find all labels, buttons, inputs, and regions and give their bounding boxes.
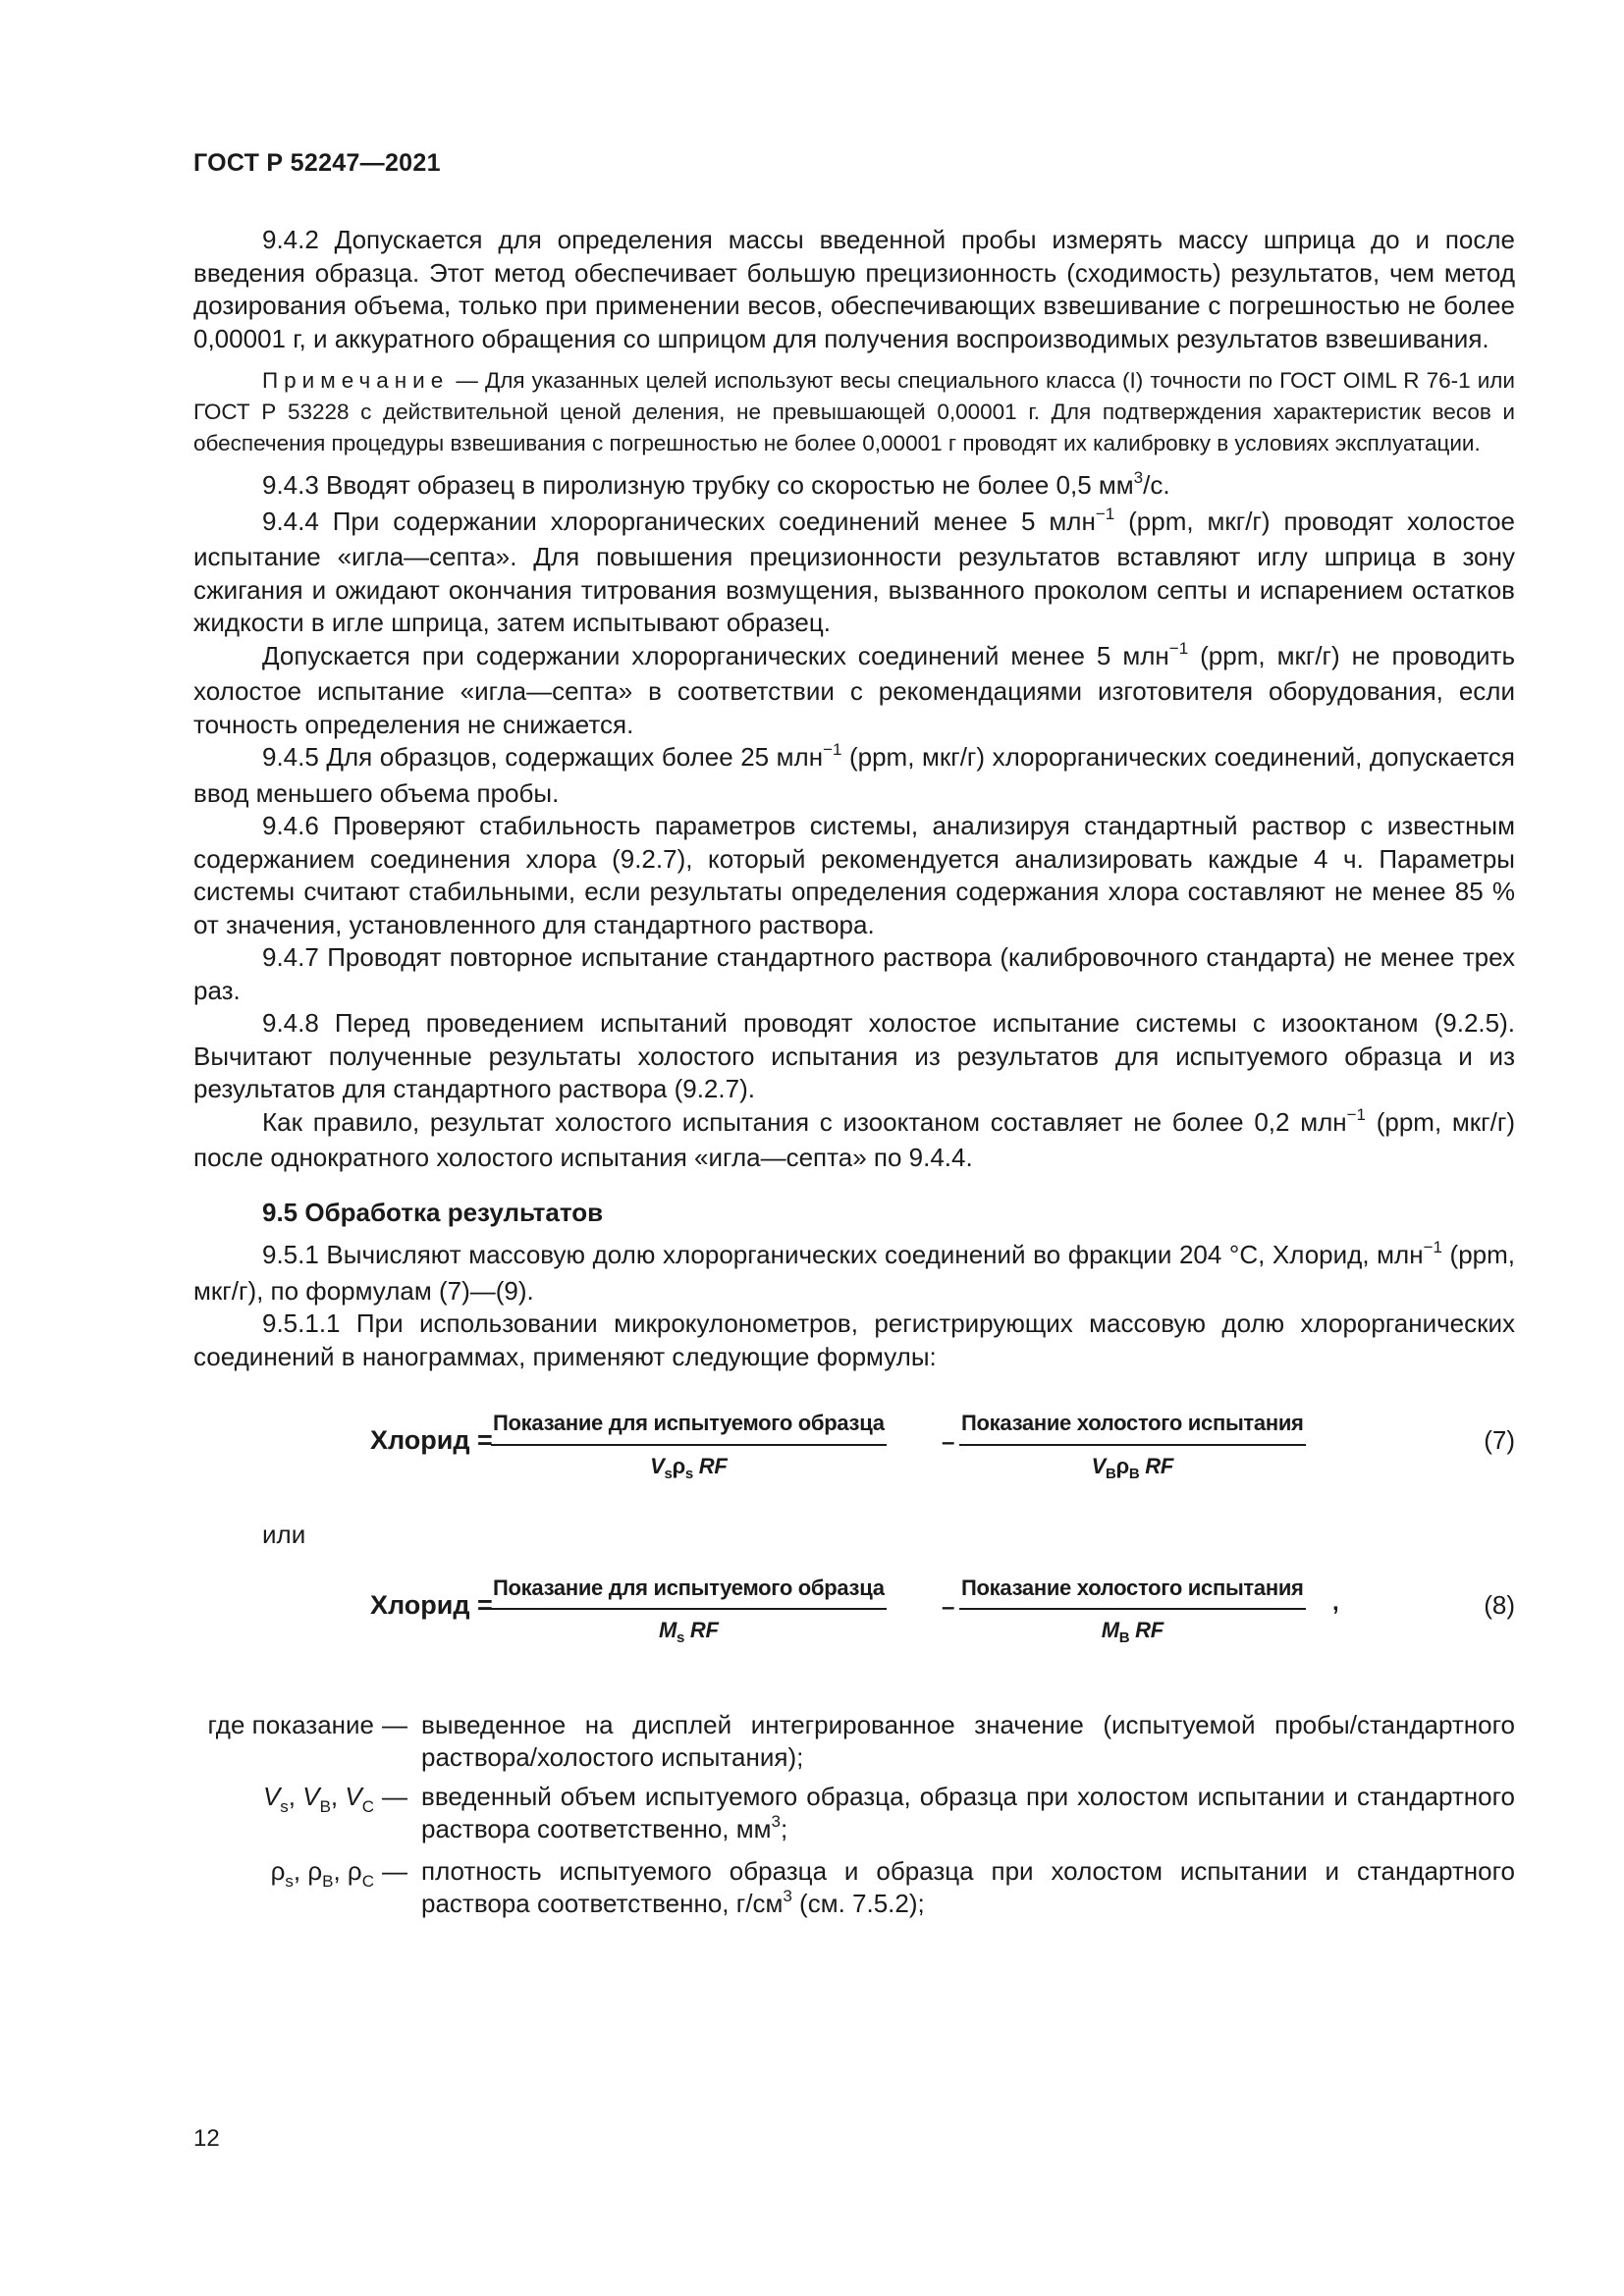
paragraph-9-4-7: 9.4.7 Проводят повторное испытание стандартного раствора (калибровочного стандарта) не менее трех раз. [193,942,1515,1005]
text: (ppm, мкг/г), по формулам (7)—(9). [193,1240,1516,1306]
symbol: ρ [672,1453,685,1478]
separator: , [330,1781,346,1811]
fraction-denominator [491,1446,887,1486]
symbol: V [302,1781,320,1811]
paragraph-9-5-1 [193,1239,1515,1308]
fraction-numerator: Показание для испытуемого образца [491,1407,887,1446]
text: (см. 7.5.2); [791,1889,925,1918]
definition-text [421,1855,1515,1924]
fraction-blank [959,1572,1306,1650]
superscript: 3 [771,1812,781,1831]
conjunction-or: или [262,1520,306,1549]
section-heading-9-5: 9.5 Обработка результатов [262,1197,604,1227]
formula-lhs: Хлорид = [370,1589,493,1620]
superscript: −1 [1346,1104,1366,1124]
subscript: B [1128,1465,1140,1482]
text: 9.4.5 Для образцов, содержащих более 25 млн [262,742,824,772]
document-header: ГОСТ Р 52247—2021 [193,149,441,177]
subscript: B [319,1796,331,1816]
superscript: 3 [783,1887,792,1905]
definition-item [193,1855,1515,1924]
text: ; [780,1814,788,1843]
text: Допускается при содержании хлорорганических соединений менее 5 млн [262,640,1169,670]
symbol: ρ [1115,1453,1129,1478]
equation-number: (7) [1484,1425,1515,1455]
separator: , [288,1781,303,1811]
page-number: 12 [193,2125,220,2152]
text: плотность испытуемого образца и образца при холостом испытании и стандартного раствора соответственно, г/см [421,1855,1515,1918]
minus-sign: – [942,1429,955,1456]
paragraph-9-4-4-note [193,640,1515,742]
definition-dash: — [382,1709,407,1739]
note [193,365,1515,459]
definition-dash: — [382,1781,407,1811]
symbol: V [262,1781,281,1811]
definitions-list [193,1709,1515,1924]
symbol: M [1101,1618,1119,1642]
minus-sign: – [942,1593,955,1621]
formula-comma: , [1332,1588,1339,1616]
paragraph-9-4-3 [193,469,1515,506]
paragraph-9-4-6: 9.4.6 Проверяют стабильность параметров системы, анализируя стандартный раствор с известным содержанием соединения хлора (9.2.7), который рекомендуется анализировать каждые 4 ч. Параметры системы считают стабильными, если результаты определения содержания хлора составляют не менее 85 % от значения, установленного для стандартного раствора. [193,811,1515,939]
paragraph-9-4-5 [193,741,1515,810]
subscript: s [285,1871,294,1891]
symbol: RF [684,1618,719,1642]
fraction-denominator [959,1446,1306,1486]
formula-8 [193,1572,1515,1660]
separator: , [333,1855,348,1886]
subscript: s [280,1796,289,1816]
definition-symbol [193,1781,382,1849]
symbol: M [659,1618,677,1642]
symbol: ρ [270,1855,286,1886]
fraction-sample [491,1407,887,1485]
symbol: RF [692,1453,728,1478]
fraction-sample [491,1572,887,1650]
subscript: B [1118,1629,1130,1646]
definition-item [193,1781,1515,1849]
text: 9.4.4 При содержании хлорорганических соединений менее 5 млн [262,506,1096,536]
paragraph-9-4-4 [193,506,1515,640]
superscript: −1 [823,740,842,759]
subscript: s [664,1465,673,1482]
text: /с. [1143,470,1170,500]
definition-item [193,1709,1515,1775]
fraction-numerator: Показание для испытуемого образца [491,1572,887,1611]
formula-7 [193,1407,1515,1495]
document-body [193,224,1515,1930]
symbol: ρ [307,1855,323,1886]
symbol: RF [1139,1453,1173,1478]
superscript: −1 [1423,1238,1442,1256]
text: 9.5.1 Вычисляют массовую долю хлорорганических соединений во фракции 204 °С, Хлорид, млн [262,1240,1424,1269]
fraction-numerator: Показание холостого испытания [959,1407,1306,1446]
symbol: RF [1129,1618,1164,1642]
paragraph-9-4-8: 9.4.8 Перед проведением испытаний проводят холостое испытание системы с изооктаном (9.2.5). Вычитают полученные результаты холостого испытания из результатов для испытуемого образца и из результатов для стандартного раствора (9.2.7). [193,1008,1515,1103]
subscript: C [361,1796,374,1816]
definition-symbol [193,1855,382,1924]
subscript: s [677,1629,685,1646]
symbol: ρ [347,1855,362,1886]
definition-symbol: где показание [207,1709,374,1739]
text: Как правило, результат холостого испытания с изооктаном составляет не более 0,2 млн [262,1106,1347,1137]
note-label: Примечание [262,368,450,393]
fraction-numerator: Показание холостого испытания [959,1572,1306,1611]
text: 9.4.3 Вводят образец в пиролизную трубку со скоростью не более 0,5 мм [262,470,1134,500]
definition-dash: — [382,1855,407,1886]
symbol: V [345,1781,362,1811]
superscript: −1 [1168,638,1189,658]
paragraph-9-4-2: 9.4.2 Допускается для определения массы введенной пробы измерять массу шприца до и после введения образца. Этот метод обеспечивает большую прецизионность (сходимость) результатов, чем метод дозирования объема, только при применении весов, обеспечивающих взвешивание с погрешностью не более 0,00001 г, и аккуратного обращения со шприцом для получения воспроизводимых результатов взвешивания. [193,225,1515,353]
fraction-denominator [491,1610,887,1650]
text: (ppm, мкг/г) после однократного холостого испытания «игла—септа» по 9.4.4. [193,1106,1515,1172]
separator: , [293,1855,308,1886]
equation-number: (8) [1484,1589,1515,1620]
symbol: V [1091,1453,1107,1478]
text: (ppm, мкг/г) не проводить холостое испытание «игла—септа» в соответствии с рекомендациями изготовителя оборудования, если точность определения не снижается. [193,640,1516,739]
paragraph-9-5-1-1: 9.5.1.1 При использовании микрокулонометров, регистрирующих массовую долю хлорорганических соединений в нанограммах, применяют следующие формулы: [193,1308,1515,1371]
subscript: B [1106,1465,1116,1482]
subscript: s [684,1465,693,1482]
text: (ppm, мкг/г) хлорорганических соединений, допускается ввод меньшего объема пробы. [193,742,1515,808]
text: (ppm, мкг/г) проводят холостое испытание «игла—септа». Для повышения прецизионности результатов вставляют иглу шприца в зону сжигания и ожидают окончания титрования возмущения, вызванного проколом септы и испарением остатков жидкости в игле шприца, затем испытывают образец. [193,506,1515,637]
paragraph-9-4-8-note [193,1106,1515,1175]
symbol: V [650,1453,665,1478]
text: введенный объем испытуемого образца, образца при холостом испытании и стандартного раствора соответственно, мм [421,1781,1515,1843]
superscript: −1 [1095,504,1115,523]
definition-text: выведенное на дисплей интегрированное значение (испытуемой пробы/стандартного раствора/холостого испытания); [421,1709,1515,1772]
fraction-blank [959,1407,1306,1485]
superscript: 3 [1133,468,1144,487]
fraction-denominator [959,1610,1306,1650]
subscript: C [361,1871,374,1891]
definition-text [421,1781,1515,1849]
subscript: B [322,1871,334,1891]
formula-lhs: Хлорид = [370,1425,493,1455]
note-text: — Для указанных целей используют весы специального класса (I) точности по ГОСТ OIML R 76-1 или ГОСТ Р 53228 с действительной ценой деления, не превышающей 0,00001 г. Для подтверждения характеристик весов и обеспечения процедуры взвешивания с погрешностью не более 0,00001 г проводят их калибровку в условиях эксплуатации. [193,368,1515,455]
